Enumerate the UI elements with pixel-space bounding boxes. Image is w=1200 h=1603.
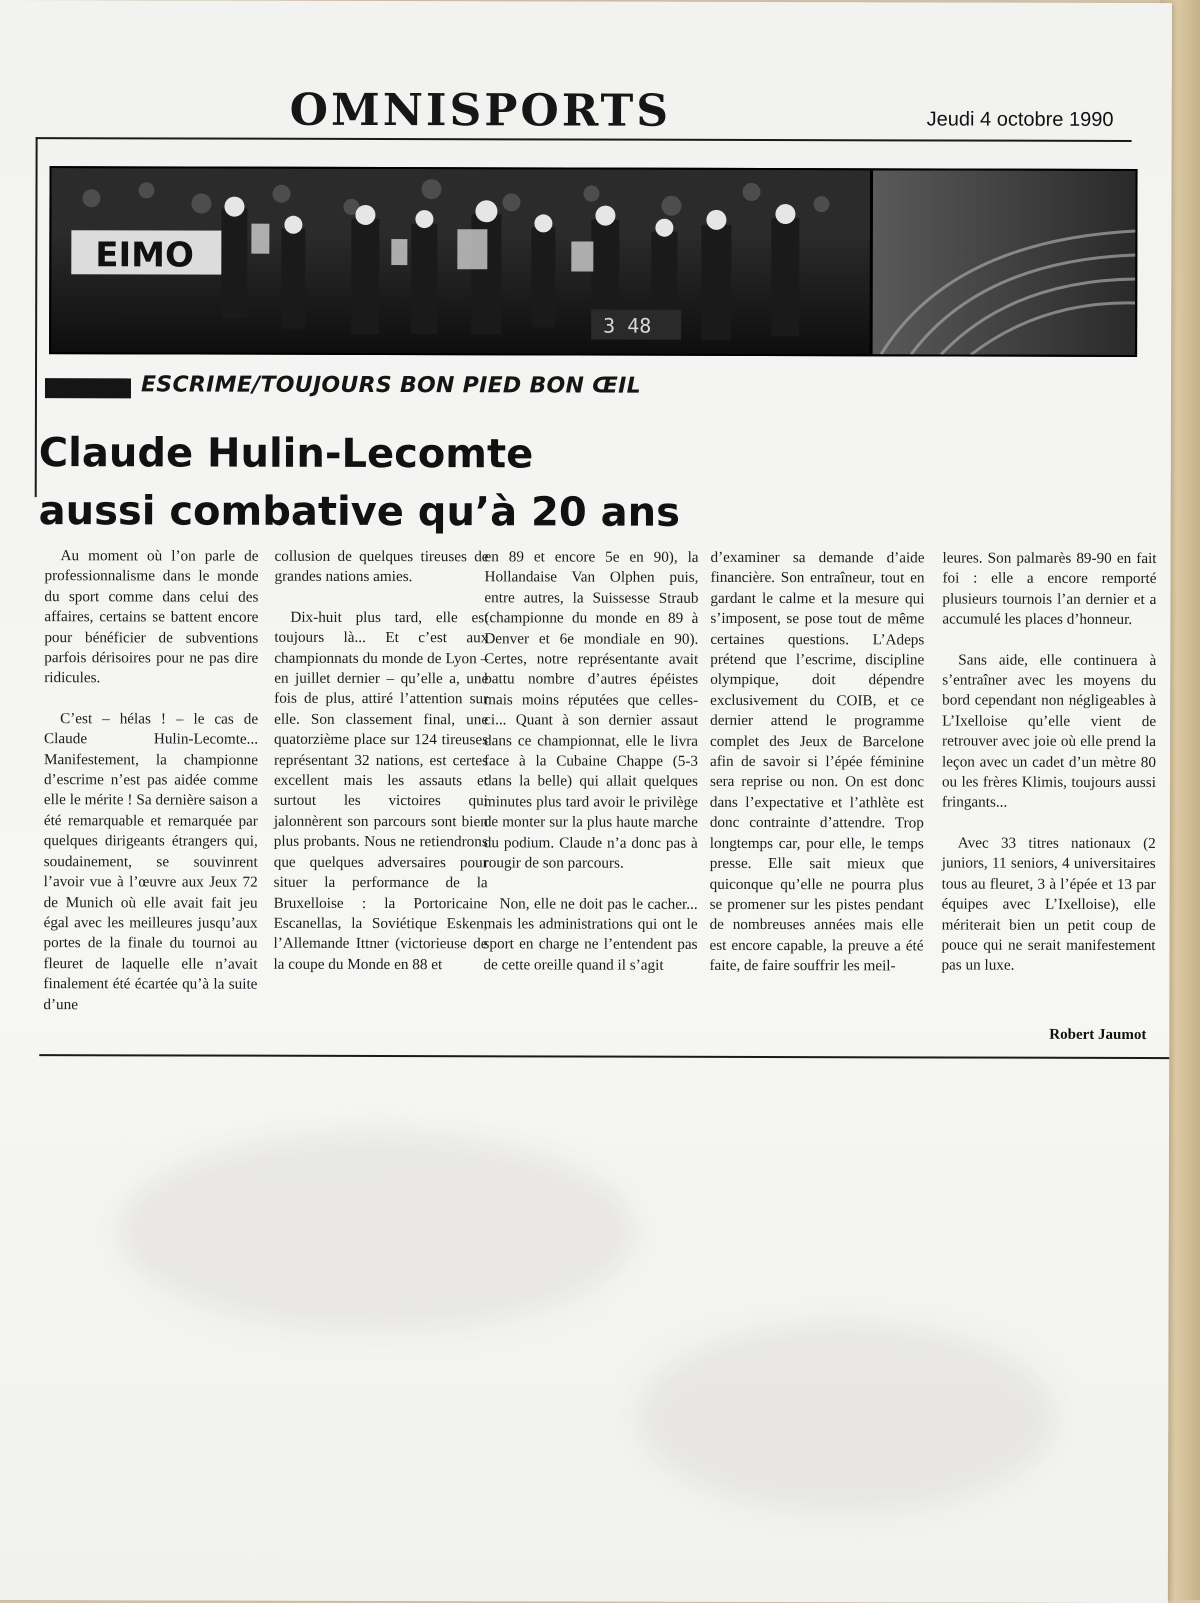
stadium-photo-illustration bbox=[51, 168, 1135, 355]
kicker-bar bbox=[45, 378, 131, 398]
paragraph: collusion de quelques tireuses de grandes nations amies. bbox=[274, 547, 488, 588]
paragraph: leures. Son palmarès 89-90 en fait foi : elle a encore remporté plusieurs tournois l’an dernier et a accumulé les places d’honneur. bbox=[942, 548, 1156, 630]
article-column-2 bbox=[273, 547, 488, 976]
paragraph: Dix-huit plus tard, elle est toujours là... Et c’est aux championnats du monde de Lyon – en juillet dernier – qu’elle a, une fois de plus, attiré l’attention sur elle. Son classement final, une quatorzième place sur 124 tireuses représentant 32 nations, est certes excellent mais les assauts et surtout les victoires qui jalonnèrent son parcours sont bien plus probants. Nous ne retiendrons que quelques adversaires pour situer la performance de la Bruxelloise : la Portoricaine Escanellas, la Soviétique Esken, l’Allemande Ittner (victorieuse de la coupe du Monde en 88 et bbox=[273, 608, 488, 976]
paper-stain bbox=[636, 1322, 1056, 1513]
article-kicker: ESCRIME/TOUJOURS BON PIED BON ŒIL bbox=[141, 372, 641, 398]
paragraph: d’examiner sa demande d’aide financière. Son entraîneur, tout en gardant le calme et la mesure qui s’imposent, se pose tout de même certaines questions. L’Adeps prétend que l’escrime, discipline olympique, doit dépendre exclusivement du COIB, et ce dernier attend le programme complet des Jeux de Barcelone afin de savoir si l’épée féminine sera reprise ou non. On est donc dans l’expectative et l’athlète est donc contrainte d’attendre. Trop longtemps car, pour elle, le temps presse. Elle sait mieux que quiconque qu’elle ne pourra plus se promener sur les pistes pendant de nombreuses années mais elle est encore capable, la preuve a été faite, de faire souffrir les meil- bbox=[709, 548, 924, 977]
article-column-5 bbox=[941, 548, 1156, 976]
footer-rule bbox=[39, 1054, 1169, 1059]
paragraph: Avec 33 titres nationaux (2 juniors, 11 seniors, 4 universitaires tous au fleuret, 3 à l’épée et 13 par équipes avec L’Ixelloise), elle mériterait bien un petit coup de pouce qui ne serait manifestement pas un luxe. bbox=[941, 833, 1155, 976]
article-frame-rule bbox=[35, 137, 38, 497]
section-title: OMNISPORTS bbox=[290, 85, 671, 137]
paper-stain bbox=[117, 1130, 638, 1331]
article-column-4 bbox=[709, 548, 924, 977]
paragraph: Non, elle ne doit pas le cacher... mais les administrations qui ont le sport en charge ne l’entendent pas de cette oreille quand il s’agit bbox=[483, 894, 697, 976]
article-column-1 bbox=[43, 546, 258, 1015]
paragraph: C’est – hélas ! – le cas de Claude Hulin-Lecomte... Manifestement, la championne d’escrime n’est pas aidée comme elle le mérite ! Sa dernière saison a été remarquable et remarquée par quelques dirigeants étrangers qui, soudainement, se souvinrent l’avoir vue à l’œuvre aux Jeux 72 de Munich où elle avait fait jeu égal avec les meilleures jusqu’aux portes de la finale du tournoi au fleuret de laquelle elle n’avait finalement été écartée qu’à la suite d’une bbox=[43, 709, 258, 1016]
paragraph: en 89 et encore 5e en 90), la Hollandaise Van Olphen puis, entre autres, la Suissesse Straub (championne du monde en 89 à Denver et 6e mondiale en 90). Certes, notre représentante avait battu nombre d’autres épéistes mais moins réputées que celles-ci... Quant à son dernier assaut dans ce championnat, elle le livra face à la Cubaine Chappe (5-3 dans la belle) qui allait quelques minutes plus tard avoir le privilège de monter sur la plus haute marche du podium. Claude n’a donc pas à rougir de son parcours. bbox=[484, 547, 699, 874]
paragraph: Au moment où l’on parle de professionnalisme dans le monde du sport comme dans celui des affaires, certains se battent encore pour bénéficier de subventions parfois dérisoires pour ne pas dire ridicules. bbox=[44, 546, 258, 689]
header-rule bbox=[36, 137, 1132, 142]
article-column-3 bbox=[483, 547, 698, 976]
headline-line-2: aussi combative qu’à 20 ans bbox=[39, 482, 839, 542]
article-byline: Robert Jaumot bbox=[1049, 1027, 1146, 1044]
paragraph: Sans aide, elle continuera à s’entraîner avec les moyens du bord cependant non négligeables à L’Ixelloise qu’elle vient de retrouver avec joie où elle prend la leçon avec un cadet d’un mètre 80 ou les frères Klimis, toujours aussi fringants... bbox=[942, 650, 1156, 814]
publication-date: Jeudi 4 octobre 1990 bbox=[927, 108, 1114, 131]
article-headline bbox=[39, 424, 839, 542]
photo-banner-text: EIMO bbox=[95, 235, 194, 275]
photo-scoreboard-text: 3 48 bbox=[603, 314, 651, 338]
headline-line-1: Claude Hulin-Lecomte bbox=[39, 424, 839, 484]
article-photo bbox=[49, 166, 1137, 357]
